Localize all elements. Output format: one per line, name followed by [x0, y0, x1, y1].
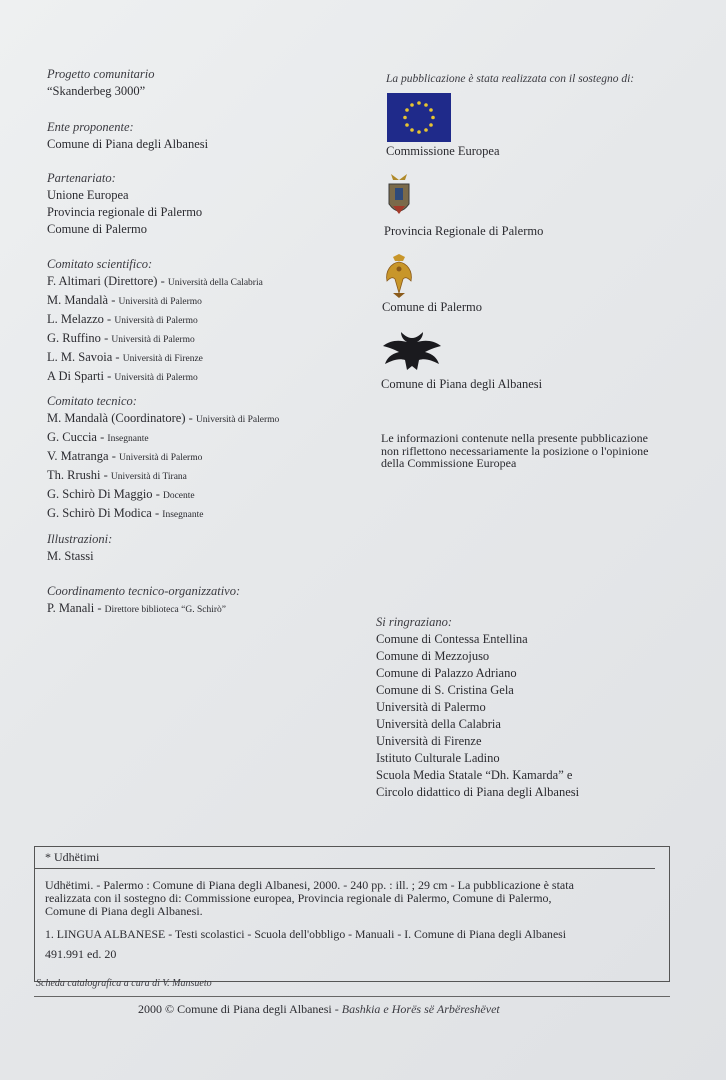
- thanks-item: Università della Calabria: [376, 717, 501, 731]
- albanian-name: Bashkia e Horës së Arbëreshëvet: [341, 1002, 500, 1016]
- partner-item: Provincia regionale di Palermo: [47, 205, 203, 219]
- thanks-item: Istituto Culturale Ladino: [376, 751, 500, 765]
- catalog-head: * Udhëtimi: [35, 847, 655, 869]
- coordinator-name: P. Manali: [47, 601, 95, 615]
- thanks-item: Università di Palermo: [376, 700, 486, 714]
- member-row: G. Schirò Di Maggio - Docente: [47, 487, 195, 501]
- disclaimer: [381, 432, 648, 470]
- member-affiliation: Università di Palermo: [111, 335, 195, 345]
- member-row: G. Cuccia - Insegnante: [47, 430, 149, 444]
- member-name: A Di Sparti: [47, 369, 104, 383]
- thanks-label: Si ringraziano:: [376, 615, 453, 629]
- proponent-block: [47, 119, 367, 153]
- support-heading: La pubblicazione è stata realizzata con il sostegno di:: [386, 73, 635, 85]
- member-affiliation: Università di Tirana: [110, 472, 187, 482]
- scientific-committee-block: [47, 256, 367, 387]
- footer-copyright: [138, 1002, 500, 1017]
- catalog-credit: Scheda catalografica a cura di V. Mansueto: [36, 978, 212, 989]
- member-name: G. Schirò Di Maggio: [47, 487, 153, 501]
- thanks-item: Comune di Palazzo Adriano: [376, 666, 517, 680]
- member-name: L. Melazzo: [47, 312, 104, 326]
- member-row: G. Ruffino - Università di Palermo: [47, 331, 195, 345]
- member-affiliation: Università della Calabria: [167, 278, 263, 288]
- member-row: Th. Rrushi - Università di Tirana: [47, 468, 187, 482]
- member-affiliation: Università di Palermo: [118, 297, 202, 307]
- provincia-crest-icon: [385, 170, 413, 229]
- member-affiliation: Università di Palermo: [114, 373, 198, 383]
- member-row: A Di Sparti - Università di Palermo: [47, 369, 198, 383]
- illustrator-name: M. Stassi: [47, 549, 94, 563]
- disclaimer-line: Le informazioni contenute nella presente pubblicazione: [381, 431, 648, 445]
- member-affiliation: Insegnante: [162, 510, 204, 520]
- member-affiliation: Università di Palermo: [195, 415, 280, 425]
- catalog-description: Udhëtimi. - Palermo : Comune di Piana degli Albanesi, 2000. - 240 pp. : ill. ; 29 cm - La pubblicazione è stata: [45, 878, 574, 892]
- catalog-subjects: 1. LINGUA ALBANESE - Testi scolastici - Scuola dell'obbligo - Manuali - I. Comune di Piana degli Albanesi: [45, 927, 567, 941]
- disclaimer-line: della Commissione Europea: [381, 456, 517, 470]
- member-affiliation: Università di Firenze: [122, 354, 203, 364]
- catalog-classification: 491.991 ed. 20: [45, 947, 117, 961]
- illustrations-label: Illustrazioni:: [47, 532, 113, 546]
- member-name: F. Altimari (Direttore): [47, 274, 158, 288]
- disclaimer-line: non riflettono necessariamente la posizione o l'opinione: [381, 443, 649, 458]
- logo-label-piana: Comune di Piana degli Albanesi: [381, 377, 543, 391]
- footer-divider: [34, 996, 670, 997]
- coordination-label: Coordinamento tecnico-organizzativo:: [47, 584, 241, 598]
- member-name: M. Mandalà (Coordinatore): [47, 411, 186, 425]
- member-name: Th. Rrushi: [47, 468, 101, 482]
- thanks-item: Comune di S. Cristina Gela: [376, 683, 514, 697]
- partnership-label: Partenariato:: [47, 171, 116, 185]
- project-label: Progetto comunitario: [47, 67, 155, 81]
- project-block: [47, 66, 367, 100]
- partnership-block: [47, 170, 367, 238]
- coordinator-role: Direttore biblioteca “G. Schirò”: [104, 605, 226, 615]
- member-name: G. Schirò Di Modica: [47, 506, 152, 520]
- technical-label: Comitato tecnico:: [47, 394, 137, 408]
- logo-label-commissione: Commissione Europea: [386, 144, 500, 158]
- thanks-item: Università di Firenze: [376, 734, 482, 748]
- illustrations-block: [47, 531, 367, 565]
- member-affiliation: Università di Palermo: [118, 453, 203, 463]
- catalog-card: [34, 846, 670, 982]
- member-name: L. M. Savoia: [47, 350, 113, 364]
- palermo-eagle-icon: [383, 253, 415, 304]
- member-affiliation: Docente: [162, 491, 195, 501]
- project-name: “Skanderbeg 3000”: [47, 84, 146, 98]
- member-name: V. Matranga: [47, 449, 109, 463]
- coordination-block: [47, 583, 367, 619]
- member-affiliation: Università di Palermo: [114, 316, 198, 326]
- technical-committee-block: [47, 393, 367, 524]
- catalog-description: Comune di Piana degli Albanesi.: [45, 904, 203, 918]
- partner-item: Comune di Palermo: [47, 222, 147, 236]
- logo-label-provincia: Provincia Regionale di Palermo: [384, 224, 544, 238]
- thanks-item: Scuola Media Statale “Dh. Kamarda” e: [376, 768, 573, 782]
- member-row: F. Altimari (Direttore) - Università della Calabria: [47, 274, 263, 288]
- member-row: L. M. Savoia - Università di Firenze: [47, 350, 203, 364]
- proponent-label: Ente proponente:: [47, 120, 134, 134]
- member-row: L. Melazzo - Università di Palermo: [47, 312, 198, 326]
- logo-label-palermo: Comune di Palermo: [382, 300, 482, 314]
- copyright-text: 2000 © Comune di Piana degli Albanesi -: [138, 1002, 339, 1016]
- proponent-name: Comune di Piana degli Albanesi: [47, 137, 209, 151]
- scientific-label: Comitato scientifico:: [47, 257, 153, 271]
- member-name: M. Mandalà: [47, 293, 109, 307]
- member-name: G. Cuccia: [47, 430, 97, 444]
- thanks-item: Circolo didattico di Piana degli Albanesi: [376, 785, 580, 799]
- coordinator-row: P. Manali - Direttore biblioteca “G. Schirò”: [47, 601, 226, 615]
- member-row: M. Mandalà (Coordinatore) - Università di Palermo: [47, 411, 280, 425]
- partner-item: Unione Europea: [47, 188, 129, 202]
- member-row: M. Mandalà - Università di Palermo: [47, 293, 202, 307]
- member-name: G. Ruffino: [47, 331, 101, 345]
- double-headed-eagle-icon: [381, 330, 443, 379]
- catalog-body: [35, 869, 669, 961]
- member-row: G. Schirò Di Modica - Insegnante: [47, 506, 204, 520]
- member-affiliation: Insegnante: [107, 434, 149, 444]
- member-row: V. Matranga - Università di Palermo: [47, 449, 203, 463]
- catalog-description: realizzata con il sostegno di: Commissione europea, Provincia regionale di Palermo, Comune di Palermo,: [45, 891, 552, 905]
- thanks-item: Comune di Mezzojuso: [376, 649, 490, 663]
- thanks-item: Comune di Contessa Entellina: [376, 632, 528, 646]
- thanks-block: [376, 614, 706, 801]
- eu-flag-icon: [387, 93, 451, 147]
